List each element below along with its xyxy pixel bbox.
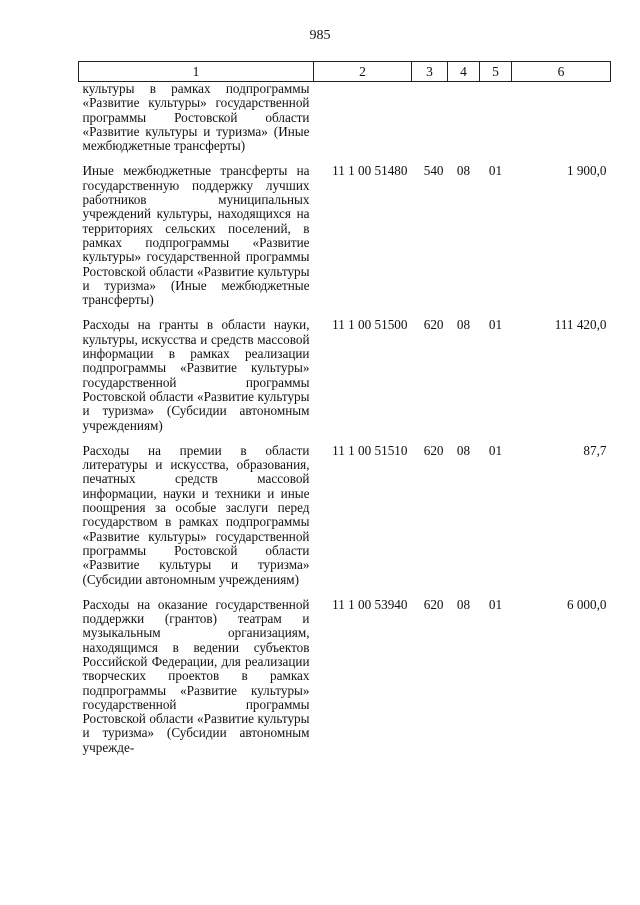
row-description: Расходы на гранты в области науки, культуры, искусства и средств массовой информации в рамках реализации подпрограммы «Развитие культуры» государственной программы Ростовской области «Развитие культуры и туризма» (Субсидии автономным учреждениям) [82,317,310,433]
column-header-4: 4 [448,62,480,82]
table-row [79,598,611,755]
row-description: Расходы на премии в области литературы и искусства, образования, печатных средств массовой информации, науки и техники и иные поощрения за особые заслуги перед государством в рамках подпрограммы «Развитие культуры» государственной программы Ростовской области «Развитие культуры и туризма» (Субсидии автономным учреждениям) [82,442,310,587]
row-expense-type: 540 [423,163,444,179]
row-target-code: 11 1 00 53940 [332,596,408,612]
row-subsection: 01 [488,163,503,179]
row-description: Расходы на оказание государственной поддержки (грантов) театрам и музыкальным организациям, находящимся в ведении субъектов Российской Федерации, для реализации творческих проектов в рамках подпрограммы «Развитие культуры» государственной программы Ростовской области «Развитие культуры и туризма» (Субсидии автономным учрежде- [82,596,310,755]
row-subsection: 01 [488,317,503,333]
column-header-6: 6 [512,62,611,82]
row-section [448,82,480,154]
row-subsection: 01 [488,442,503,458]
row-subsection: 01 [488,596,503,612]
column-header-2: 2 [314,62,412,82]
row-target-code [314,82,412,154]
table-row [79,318,611,432]
row-description: культуры в рамках подпрограммы «Развитие культуры» государственной программы Ростовской области «Развитие культуры и туризма» (Иные межбюджетные трансферты) [82,81,310,154]
budget-table [78,61,611,755]
row-amount: 111 420,0 [554,317,607,333]
row-amount [512,82,611,154]
row-expense-type: 620 [423,317,444,333]
column-header-3: 3 [412,62,448,82]
page-number: 985 [309,28,331,43]
row-description: Иные межбюджетные трансферты на государственную поддержку лучших работников муниципальных учреждений культуры, находящихся на территориях сельских поселений, в рамках подпрограммы «Развитие культуры» государственной программы Ростовской области «Развитие культуры и туризма» (Иные межбюджетные трансферты) [82,163,310,308]
row-target-code: 11 1 00 51510 [332,442,408,458]
table-row [79,444,611,587]
row-section: 08 [456,163,471,179]
row-target-code: 11 1 00 51500 [332,317,408,333]
row-subsection [480,82,512,154]
row-amount: 87,7 [583,442,607,458]
row-expense-type: 620 [423,596,444,612]
row-section: 08 [456,317,471,333]
column-header-1: 1 [79,62,314,82]
row-section: 08 [456,596,471,612]
table-row [79,82,611,154]
row-expense-type: 620 [423,442,444,458]
row-amount: 6 000,0 [566,596,607,612]
row-target-code: 11 1 00 51480 [332,163,408,179]
row-expense-type [412,82,448,154]
row-section: 08 [456,442,471,458]
table-header-row [79,62,611,82]
column-header-5: 5 [480,62,512,82]
table-row [79,164,611,307]
row-amount: 1 900,0 [566,163,607,179]
